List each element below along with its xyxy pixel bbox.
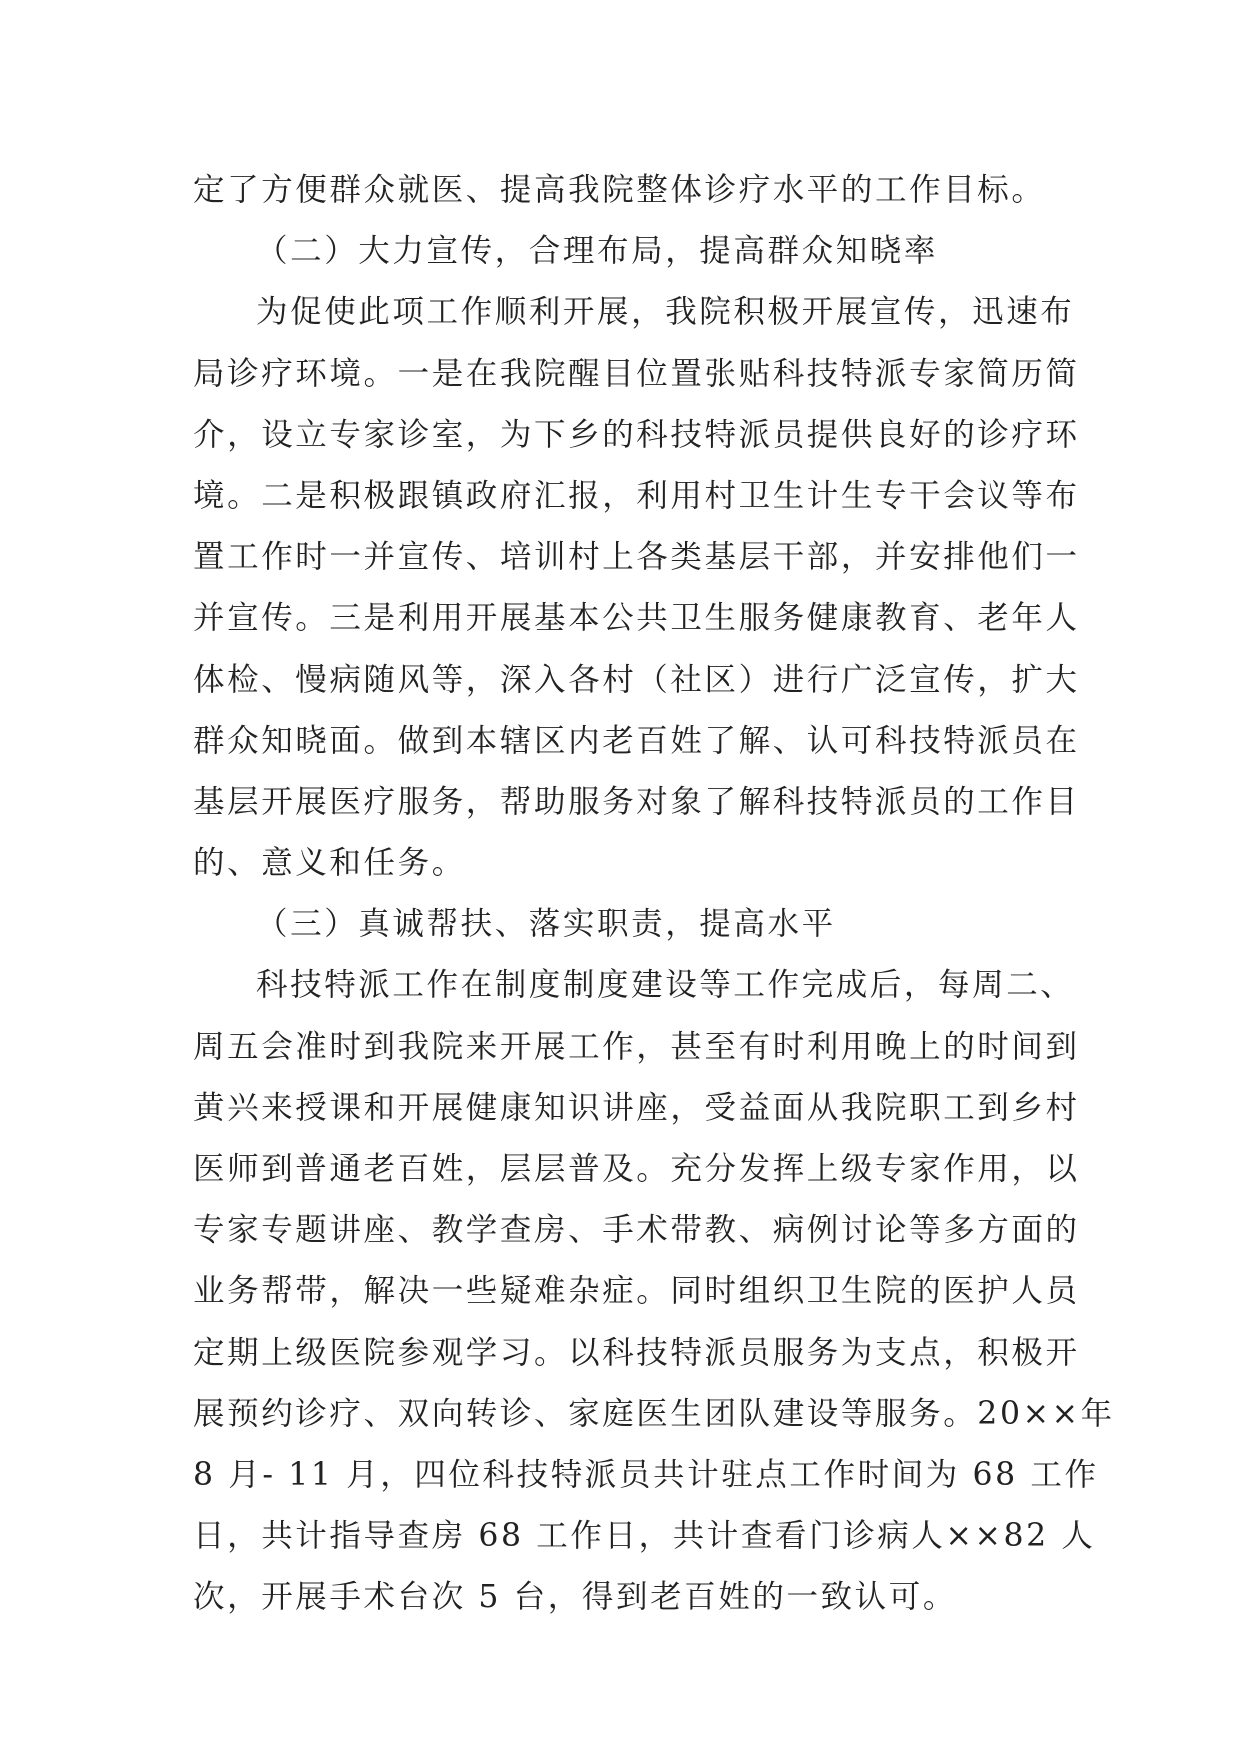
text-line: 并宣传。三是利用开展基本公共卫生服务健康教育、老年人: [193, 600, 1080, 637]
paragraph-start-line: （二）大力宣传，合理布局，提高群众知晓率: [256, 233, 939, 270]
text-line: 日，共计指导查房 68 工作日，共计查看门诊病人××82 人: [193, 1518, 1096, 1555]
text-line: 次，开展手术台次 5 台，得到老百姓的一致认可。: [193, 1579, 957, 1616]
text-line: 境。二是积极跟镇政府汇报，利用村卫生计生专干会议等布: [193, 477, 1080, 514]
text-line: 8 月- 11 月，四位科技特派员共计驻点工作时间为 68 工作: [193, 1456, 1099, 1493]
text-line: 局诊疗环境。一是在我院醒目位置张贴科技特派专家简历简: [193, 355, 1080, 392]
text-line: 医师到普通老百姓，层层普及。充分发挥上级专家作用，以: [193, 1151, 1080, 1187]
text-line: 的、意义和任务。: [193, 845, 466, 882]
text-line: 置工作时一并宣传、培训村上各类基层干部，并安排他们一: [193, 539, 1080, 576]
text-line: 周五会准时到我院来开展工作，甚至有时利用晚上的时间到: [193, 1028, 1080, 1065]
text-line: 群众知晓面。做到本辖区内老百姓了解、认可科技特派员在: [193, 722, 1080, 759]
document-body: [193, 160, 1115, 1629]
text-line: 定期上级医院参观学习。以科技特派员服务为支点，积极开: [193, 1334, 1080, 1371]
text-line: 定了方便群众就医、提高我院整体诊疗水平的工作目标。: [193, 172, 1046, 208]
text-line: 体检、慢病随风等，深入各村（社区）进行广泛宣传，扩大: [193, 661, 1080, 698]
text-line: 专家专题讲座、教学查房、手术带教、病例讨论等多方面的: [193, 1212, 1080, 1249]
text-line: 展预约诊疗、双向转诊、家庭医生团队建设等服务。20××年: [193, 1395, 1115, 1432]
text-line: 业务帮带，解决一些疑难杂症。同时组织卫生院的医护人员: [193, 1273, 1080, 1310]
paragraph-start-line: 科技特派工作在制度制度建设等工作完成后，每周二、: [256, 967, 1075, 1004]
text-line: 介，设立专家诊室，为下乡的科技特派员提供良好的诊疗环: [193, 416, 1080, 453]
text-line: 黄兴来授课和开展健康知识讲座，受益面从我院职工到乡村: [193, 1089, 1080, 1126]
text-line: 基层开展医疗服务，帮助服务对象了解科技特派员的工作目: [193, 783, 1080, 820]
paragraph-start-line: 为促使此项工作顺利开展，我院积极开展宣传，迅速布: [256, 294, 1075, 331]
paragraph-start-line: （三）真诚帮扶、落实职责，提高水平: [256, 906, 836, 943]
